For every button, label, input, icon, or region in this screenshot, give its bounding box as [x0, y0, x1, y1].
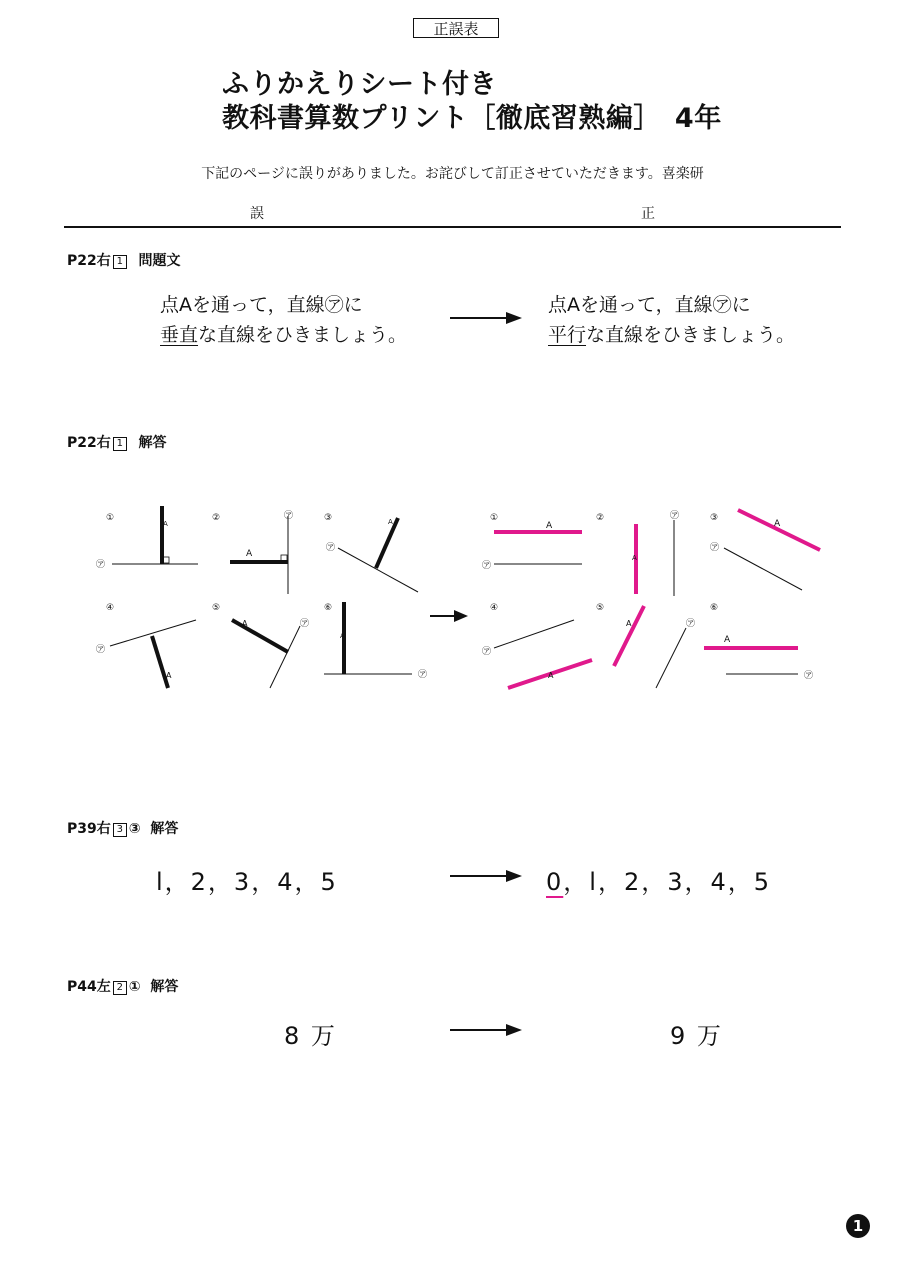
line-label: ㋐ — [482, 647, 492, 657]
answer-diagrams — [90, 498, 830, 698]
diagram-number: ④ — [106, 603, 115, 613]
diagram-number: ④ — [490, 603, 499, 613]
diagram-number: ⑥ — [710, 603, 719, 613]
point-label: A — [246, 549, 253, 559]
line-label: ㋐ — [284, 511, 294, 521]
line-label: ㋐ — [804, 671, 814, 681]
page-number: 1 — [846, 1214, 870, 1238]
notice-text: 下記のページに誤りがありました。お詫びして訂正させていただきます。喜楽研 — [201, 166, 704, 182]
wrong-sequence: l，2，3，4，5 — [156, 868, 338, 896]
column-correct: 正 — [641, 206, 655, 222]
header-rule — [64, 226, 841, 228]
line-label: ㋐ — [326, 543, 336, 553]
point-label: A — [242, 619, 248, 628]
diagram-number: ③ — [710, 513, 719, 523]
correct-value: 9 万 — [670, 1022, 723, 1050]
line-label: ㋐ — [96, 645, 106, 655]
point-label: A — [163, 520, 168, 528]
wrong-text: 点Aを通って，直線㋐に 垂直な直線をひきましょう。 — [160, 294, 408, 346]
section-header: P44左 2 ① 解答 — [67, 979, 179, 995]
line-label: ㋐ — [418, 670, 428, 680]
point-label: A — [724, 635, 731, 645]
point-label: A — [388, 518, 393, 526]
line-label: ㋐ — [300, 619, 310, 629]
diagram-number: ① — [490, 513, 499, 523]
section-header: P22右 1 解答 — [67, 435, 167, 451]
diagram-number: ② — [596, 513, 605, 523]
diagram-number: ⑥ — [324, 603, 333, 613]
arrow-icon — [430, 610, 468, 622]
point-label: A — [626, 619, 632, 628]
diagram-number: ① — [106, 513, 115, 523]
line-label: ㋐ — [96, 560, 106, 570]
correct-sequence: 0，l，2，3，4，5 — [546, 868, 772, 896]
correct-text: 点Aを通って，直線㋐に 平行な直線をひきましょう。 — [548, 294, 796, 346]
point-label: A — [632, 554, 637, 562]
line-label: ㋐ — [686, 619, 696, 629]
point-label: A — [774, 519, 781, 529]
section-header: P39右 3 ③ 解答 — [67, 821, 179, 837]
wrong-value: 8 万 — [284, 1022, 337, 1050]
section-header: P22右 1 問題文 — [67, 253, 181, 269]
line-label: ㋐ — [670, 511, 680, 521]
diagram-number: ⑤ — [212, 603, 221, 613]
inserted-zero: 0 — [546, 868, 564, 896]
diagram-number: ③ — [324, 513, 333, 523]
errata-badge: 正誤表 — [413, 18, 499, 38]
diagram-number: ② — [212, 513, 221, 523]
arrow-icon — [448, 868, 524, 884]
arrow-icon — [448, 310, 524, 326]
point-label: A — [548, 671, 554, 680]
title-line2: 教科書算数プリント［徹底習熟編］ 4年 — [222, 103, 722, 134]
point-label: A — [546, 521, 553, 531]
arrow-icon — [448, 1022, 524, 1038]
line-label: ㋐ — [710, 543, 720, 553]
diagram-number: ⑤ — [596, 603, 605, 613]
point-label: A — [166, 671, 172, 680]
column-wrong: 誤 — [250, 206, 264, 222]
point-label: A — [340, 632, 345, 640]
line-label: ㋐ — [482, 561, 492, 571]
title-line1: ふりかえりシート付き — [222, 69, 497, 100]
